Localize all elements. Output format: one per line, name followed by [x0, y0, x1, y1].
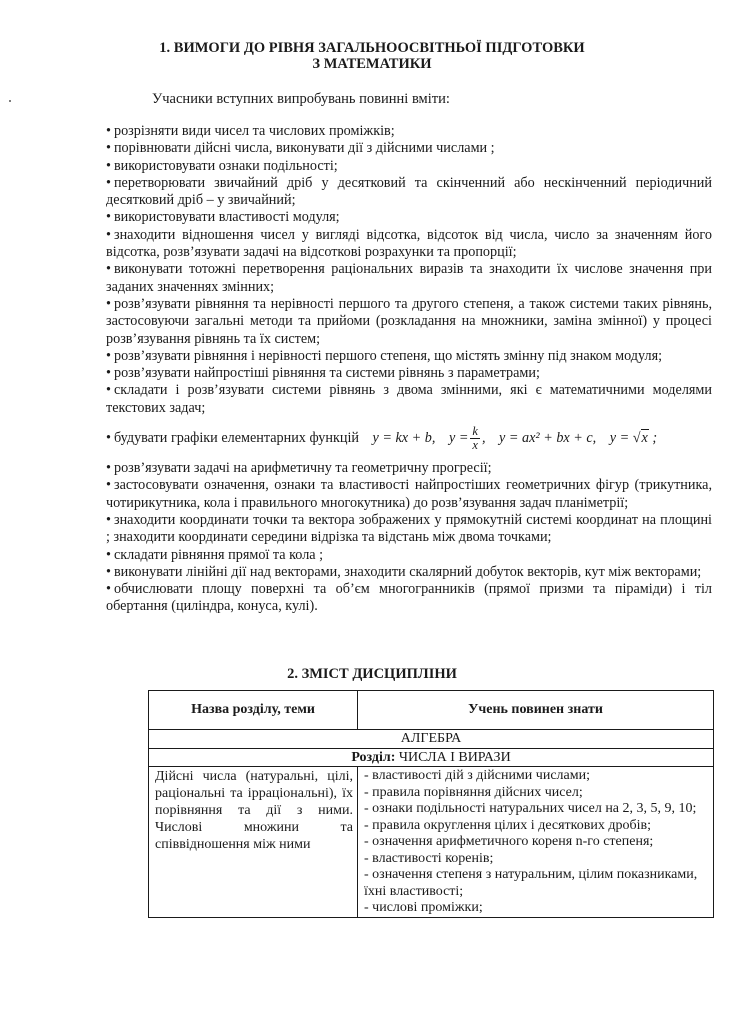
- bullet-icon: •: [106, 347, 111, 364]
- table-section-row: [149, 749, 714, 767]
- requirement-item: • використовувати ознаки подільності;: [106, 157, 338, 174]
- fraction: $\frac{k}{x}$: [472, 424, 478, 453]
- bullet-icon: •: [106, 157, 111, 174]
- bullet-icon: •: [106, 563, 111, 580]
- table-row: [149, 767, 714, 918]
- bullet-icon: •: [106, 209, 111, 226]
- requirement-item: • знаходити відношення чисел у вигляді відсотка, відсоток від числа, число за значенням його відсотка, розв’язувати задачі на відсоткові розрахунки та пропорції;: [106, 226, 712, 261]
- list-item: - властивості дій з дійсними числами;: [364, 768, 590, 783]
- bullet-icon: •: [106, 477, 111, 494]
- list-item: - означення арифметичного кореня n-го степеня;: [364, 834, 654, 849]
- knowledge-cell: [358, 767, 714, 918]
- formula-sqrt: y = √x ;: [609, 429, 658, 446]
- bullet-icon: •: [106, 226, 111, 243]
- requirement-item: • розв’язувати рівняння та нерівності першого та другого степеня, а також системи таких рівнянь, застосовуючи загальні методи та прийоми (розкладання на множники, заміна змінної) у процесі розв’язування рівнянь та їх систем;: [106, 295, 712, 347]
- list-item: - правила округлення цілих і десяткових дробів;: [364, 817, 651, 833]
- requirement-item-graphs: • будувати графіки елементарних функцій y = kx + b, y = $\frac{k}{x}$ , y = ax² + bx + c, y = √x ;: [106, 424, 658, 453]
- list-item: - означення степеня з натуральним, цілим показниками, їхні властивості;: [364, 867, 698, 899]
- bullet-icon: •: [106, 295, 111, 312]
- requirement-item: • використовувати властивості модуля;: [106, 209, 340, 226]
- scan-speck: [9, 100, 11, 102]
- table-header-row: [149, 691, 714, 730]
- sqrt-icon: √: [632, 429, 641, 446]
- requirement-item: • розв’язувати найпростіші рівняння та системи рівнянь з параметрами;: [106, 365, 540, 382]
- requirement-item: • застосовувати означення, ознаки та властивості найпростіших геометричних фігур (трикутника, чотирикутника, кола і правильного многокутника) до розв’язування задач планіметрії;: [106, 477, 712, 511]
- bullet-icon: •: [106, 546, 111, 563]
- requirement-item: • розв’язувати задачі на арифметичну та геометричну прогресії;: [106, 460, 492, 477]
- intro-text: Учасники вступних випробувань повинні вміти:: [152, 91, 450, 107]
- table-band-row: [149, 730, 714, 749]
- requirement-item: • порівнювати дійсні числа, виконувати дії з дійсними числами ;: [106, 140, 495, 157]
- requirement-item: • виконувати лінійні дії над векторами, знаходити скалярний добуток векторів, кут між векторами;: [106, 563, 702, 580]
- formula-quadratic: y = ax² + bx + c,: [499, 429, 597, 446]
- requirement-item: • обчислювати площу поверхні та об’єм многогранників (прямої призми та піраміди) і тіл обертання (циліндра, конуса, кулі).: [106, 581, 712, 615]
- formula-linear: y = kx + b,: [372, 429, 436, 446]
- heading-line-2: З МАТЕМАТИКИ: [312, 56, 432, 72]
- bullet-icon: •: [106, 429, 111, 446]
- bullet-icon: •: [106, 261, 111, 278]
- bullet-icon: •: [106, 140, 111, 157]
- section-2-title: 2. ЗМІСТ ДИСЦИПЛІНИ: [287, 666, 457, 682]
- column-header-knowledge: Учень повинен знати: [358, 691, 714, 730]
- topic-cell: Дійсні числа (натуральні, цілі, раціональні та ірраціональні), їх порівняння та дії з ними. Числові множини та співвідношення між ними: [149, 767, 358, 918]
- list-item: - ознаки подільності натуральних чисел на 2, 3, 5, 9, 10;: [364, 801, 697, 816]
- bullet-icon: •: [106, 365, 111, 382]
- requirement-item: • перетворювати звичайний дріб у десятковий та скінченний або нескінченний періодичний десятковий дріб – у звичайний;: [106, 174, 712, 209]
- requirement-item: • складати і розв’язувати системи рівнянь з двома змінними, які є математичними моделями текстових задач;: [106, 382, 712, 416]
- bullet-icon: •: [106, 581, 111, 598]
- requirement-item: • знаходити координати точки та вектора зображених у прямокутній системі координат на площині ; знаходити координати середини відрізка та відстань між двома точками;: [106, 511, 712, 546]
- list-item: - властивості коренів;: [364, 850, 494, 866]
- column-header-topic: Назва розділу, теми: [149, 691, 358, 730]
- requirement-item: • розрізняти види чисел та числових проміжків;: [106, 123, 395, 139]
- list-item: - числові проміжки;: [364, 900, 483, 915]
- discipline-table: [148, 690, 714, 918]
- requirement-item: • розв’язувати рівняння і нерівності першого степеня, що містять змінну під знаком модуля;: [106, 347, 663, 364]
- bullet-icon: •: [106, 460, 111, 477]
- bullet-icon: •: [106, 382, 111, 399]
- list-item: - правила порівняння дійсних чисел;: [364, 784, 583, 800]
- bullet-icon: •: [106, 511, 111, 528]
- requirement-item: • складати рівняння прямої та кола ;: [106, 546, 324, 563]
- requirement-item: • виконувати тотожні перетворення раціональних виразів та знаходити їх числове значення при заданих значеннях змінних;: [106, 261, 712, 295]
- algebra-band: АЛГЕБРА: [149, 730, 714, 749]
- bullet-icon: •: [106, 123, 111, 139]
- heading-line-1: 1. ВИМОГИ ДО РІВНЯ ЗАГАЛЬНООСВІТНЬОЇ ПІДГОТОВКИ: [159, 40, 585, 56]
- requirements-list: [106, 123, 712, 616]
- section-band: Розділ: ЧИСЛА І ВИРАЗИ: [149, 749, 714, 767]
- formula-hyperbola: y = $\frac{k}{x}$ ,: [448, 424, 486, 453]
- bullet-icon: •: [106, 174, 111, 191]
